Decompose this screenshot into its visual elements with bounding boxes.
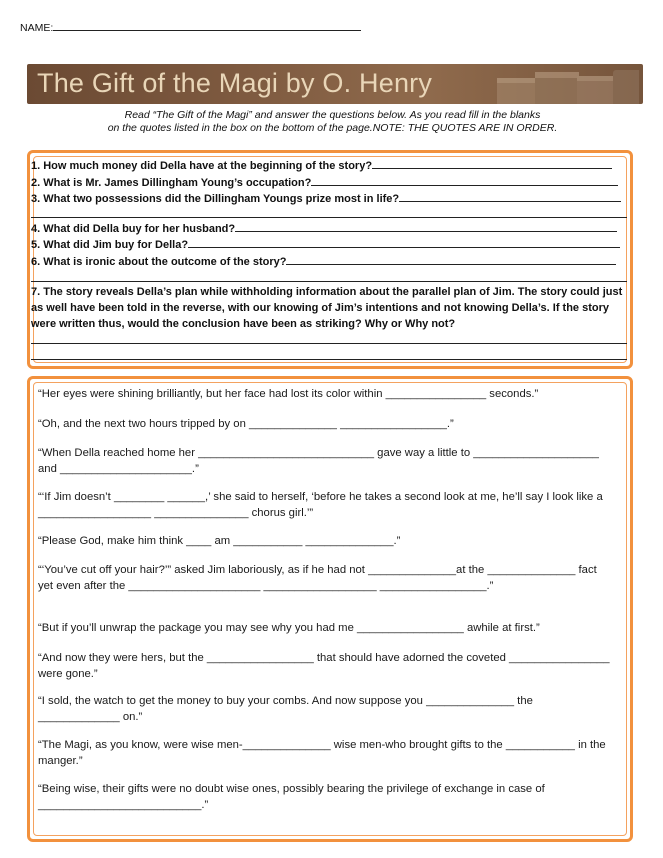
question-4[interactable]: 4. What did Della buy for her husband? — [31, 221, 617, 236]
answer-blank[interactable] — [311, 175, 618, 186]
answer-blank[interactable] — [235, 221, 617, 232]
quote-5: “Please God, make him think ____ am ___________ ______________.” — [38, 535, 401, 547]
quote-8: “And now they were hers, but the _________________ that should have adorned the coveted ________________ were gone.” — [38, 652, 610, 680]
question-6[interactable]: 6. What is ironic about the outcome of the story? — [31, 254, 616, 269]
answer-line[interactable] — [31, 217, 627, 218]
quote-11: “Being wise, their gifts were no doubt wise ones, possibly bearing the privilege of exchange in case of __________________________.” — [38, 783, 545, 811]
answer-blank[interactable] — [399, 191, 621, 202]
quote-10: “The Magi, as you know, were wise men-______________ wise men-who brought gifts to the ___________ in the manger.” — [38, 739, 606, 767]
name-label: NAME: — [20, 22, 54, 34]
quote-4: “‘If Jim doesn’t ________ ______,’ she said to herself, ‘before he takes a second look at me, he’ll say I look like a __________________ _______________ chorus girl.’” — [38, 491, 603, 519]
question-5[interactable]: 5. What did Jim buy for Della? — [31, 237, 620, 252]
quote-3: “When Della reached home her ____________________________ gave way a little to ____________________ and _____________________.” — [38, 447, 599, 475]
answer-line[interactable] — [31, 343, 627, 344]
quote-2: “Oh, and the next two hours tripped by on ______________ _________________.” — [38, 418, 454, 430]
question-3[interactable]: 3. What two possessions did the Dillingham Youngs prize most in life? — [31, 191, 621, 206]
name-blank[interactable] — [53, 20, 361, 31]
quote-6: “‘You’ve cut off your hair?’” asked Jim laboriously, as if he had not ______________at the ______________ fact yet even after the _____________________ __________________ _________________.” — [38, 564, 597, 592]
question-1[interactable]: 1. How much money did Della have at the beginning of the story? — [31, 158, 612, 173]
question-2[interactable]: 2. What is Mr. James Dillingham Young’s occupation? — [31, 175, 618, 190]
answer-blank[interactable] — [372, 158, 612, 169]
instructions — [40, 109, 625, 135]
answer-blank[interactable] — [286, 254, 616, 265]
name-field[interactable] — [20, 20, 361, 34]
quote-1: “Her eyes were shining brilliantly, but her face had lost its color within ________________ seconds.” — [38, 388, 539, 400]
books-icon — [489, 64, 639, 104]
answer-blank[interactable] — [188, 237, 620, 248]
question-7: 7. The story reveals Della’s plan while withholding information about the parallel plan of Jim. The story could just as well have been told in the reverse, with our knowing of Jim’s intentions and not knowing Della’s. If the story were written thus, would the conclusion have been as striking? Why or Why not? — [31, 286, 623, 330]
answer-line[interactable] — [31, 359, 627, 360]
answer-line[interactable] — [31, 281, 627, 282]
quote-9: “I sold, the watch to get the money to buy your combs. And now suppose you ______________ the _____________ on.” — [38, 695, 533, 723]
quote-7: “But if you’ll unwrap the package you may see why you had me _________________ awhile at first.” — [38, 622, 540, 634]
title-banner — [27, 64, 643, 104]
instructions-line-2: on the quotes listed in the box on the bottom of the page.NOTE: THE QUOTES ARE IN ORDER. — [107, 122, 558, 134]
instructions-line-1: Read “The Gift of the Magi” and answer the questions below. As you read fill in the blanks — [124, 109, 541, 121]
page-title: The Gift of the Magi by O. Henry — [37, 68, 433, 98]
